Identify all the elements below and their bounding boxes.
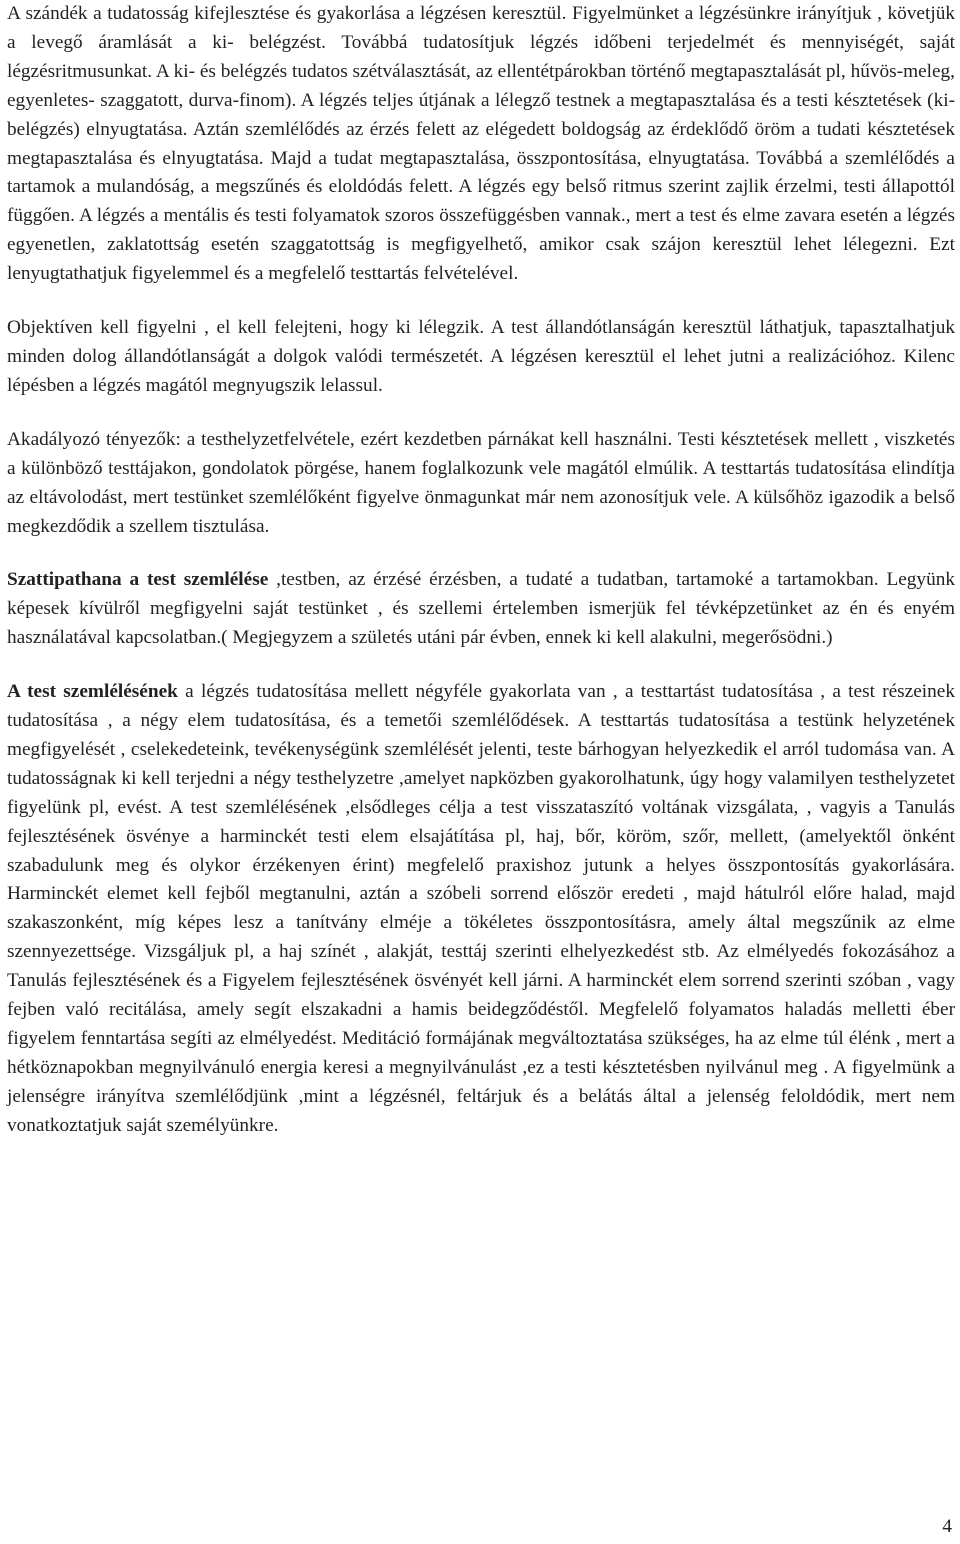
paragraph-body-contemplation (7, 678, 955, 1141)
paragraph-breathing-intro: A szándék a tudatosság kifejlesztése és gyakorlása a légzésen keresztül. Figyelmünket a légzésünkre irányítjuk , követjük a levegő áramlását a ki- belégzést. Továbbá tudatosítjuk légzés időbeni terjedelmét és mennyiségét, saját légzésritmusunkat. A ki- és belégzés tudatos szétválasztását, az ellentétpárokban történő megtapasztalását pl, hűvös-meleg, egyenletes- szaggatott, durva-finom). A légzés teljes útjának a lélegző testnek a megtapasztalása és a testi késztetések (ki- belégzés) elnyugtatása. Aztán szemlélődés az érzés felett az elégedett boldogság az érdeklődő öröm a tudati késztetések megtapasztalása és elnyugtatása. Majd a tudat megtapasztalása, összpontosítása, elnyugtatása. Továbbá a szemlélődés a tartamok a mulandóság, a megszűnés és eloldódás felett. A légzés egy belső ritmus szerint zajlik érzelmi, testi állapottól függően. A légzés a mentális és testi folyamatok szoros összefüggésben vannak., mert a test és elme zavara esetén a légzés egyenetlen, zaklatottság esetén szaggatottság is megfigyelhető, amikor csak szájon keresztül lehet lélegezni. Ezt lenyugtathatjuk figyelemmel és a megfelelő testtartás felvételével. (7, 3, 955, 285)
body-contemplation-body: a légzés tudatosítása mellett négyféle gyakorlata van , a testtartást tudatosítása , a test részeinek tudatosítása , a négy elem tudatosítása, és a temetői szemlélődések. A testtartás tudatosítása a testünk helyzetének megfigyelését , cselekedeteink, tevékenységünk szemlélését jelenti, teste bárhogyan helyezkedik el arról tudomása van. A tudatosságnak ki kell terjedni a négy testhelyzetre ,amelyet napközben gyakorolhatunk, úgy hogy valamilyen testhelyzetet figyelünk pl, evést. A test szemlélésének ,elsődleges célja a test visszataszító voltának vizsgálata, , vagyis a Tanulás fejlesztésének ösvénye a harminckét testi elem elsajátítása pl, haj, bőr, köröm, szőr, mellett, (amelyektől önként szabadulunk meg és olykor érzékenyen érint) megfelelő praxishoz jutunk a helyes összpontosítás gyakorlására. Harminckét elemet kell fejből megtanulni, aztán a szóbeli sorrend először eredeti , majd hátulról előre halad, majd szakaszonként, míg képes lesz a tanítvány elméje a tökéletes összpontosításra, amely által megszűnik az elme szennyezettsége. Vizsgáljuk pl, a haj színét , alakját, testtáj szerinti elhelyezkedést stb. Az elmélyedés fokozásához a Tanulás fejlesztésének és a Figyelem fejlesztésének ösvényét kell járni. A harminckét elem sorrend szerinti szóban , vagy fejben való recitálása, amely segít elszakadni a hamis beidegződéstől. Megfelelő folyamatos haladás melletti éber figyelem fenntartása segíti az elmélyedést. Meditáció formájának megváltoztatása szükséges, ha az elme túl élénk , mert a hétköznapokban megnyilvánuló energia keresi a megnyilvánulást ,ez a testi késztetésben nyilvánul meg . A figyelmünk a jelenségre irányítva szemlélődjünk ,mint a légzésnél, feltárjuk és a belátás által a jelenség feloldódik, mert nem vonatkoztatjuk saját személyünkre. (7, 681, 955, 1136)
page-number: 4 (942, 1516, 952, 1537)
paragraph-satipatthana (7, 566, 955, 653)
paragraph-objective-observation: Objektíven kell figyelni , el kell felejteni, hogy ki lélegzik. A test állandótlanságán keresztül láthatjuk, tapasztalhatjuk minden dolog állandótlanságát a dolgok valódi természetét. A légzésen keresztül el lehet jutni a realizációhoz. Kilenc lépésben a légzés magától megnyugszik lelassul. (7, 317, 955, 396)
satipatthana-heading: Szattipathana a test szemlélése (7, 569, 269, 591)
body-contemplation-heading: A test szemlélésének (7, 681, 178, 703)
paragraph-obstacles: Akadályozó tényezők: a testhelyzetfelvétele, ezért kezdetben párnákat kell használni. Testi késztetések mellett , viszketés a különböző testtájakon, gondolatok pörgése, hanem foglalkozunk vele magától elmúlik. A testtartás tudatosítása elindítja az eltávolodást, mert testünket szemlélőként figyelve önmagunkat már nem azonosítjuk vele. A külsőhöz igazodik a belső megkezdődik a szellem tisztulása. (7, 428, 955, 537)
document-page (7, 0, 955, 1141)
satipatthana-body: ,testben, az érzésé érzésben, a tudaté a tudatban, tartamoké a tartamokban. Legyünk képesek kívülről megfigyelni saját testünket , és szellemi értelemben ismerjük fel tévképzetünket az én és enyém használatával kapcsolatban.( Megjegyzem a születés utáni pár évben, ennek ki kell alakulni, megerősödni.) (7, 569, 955, 649)
